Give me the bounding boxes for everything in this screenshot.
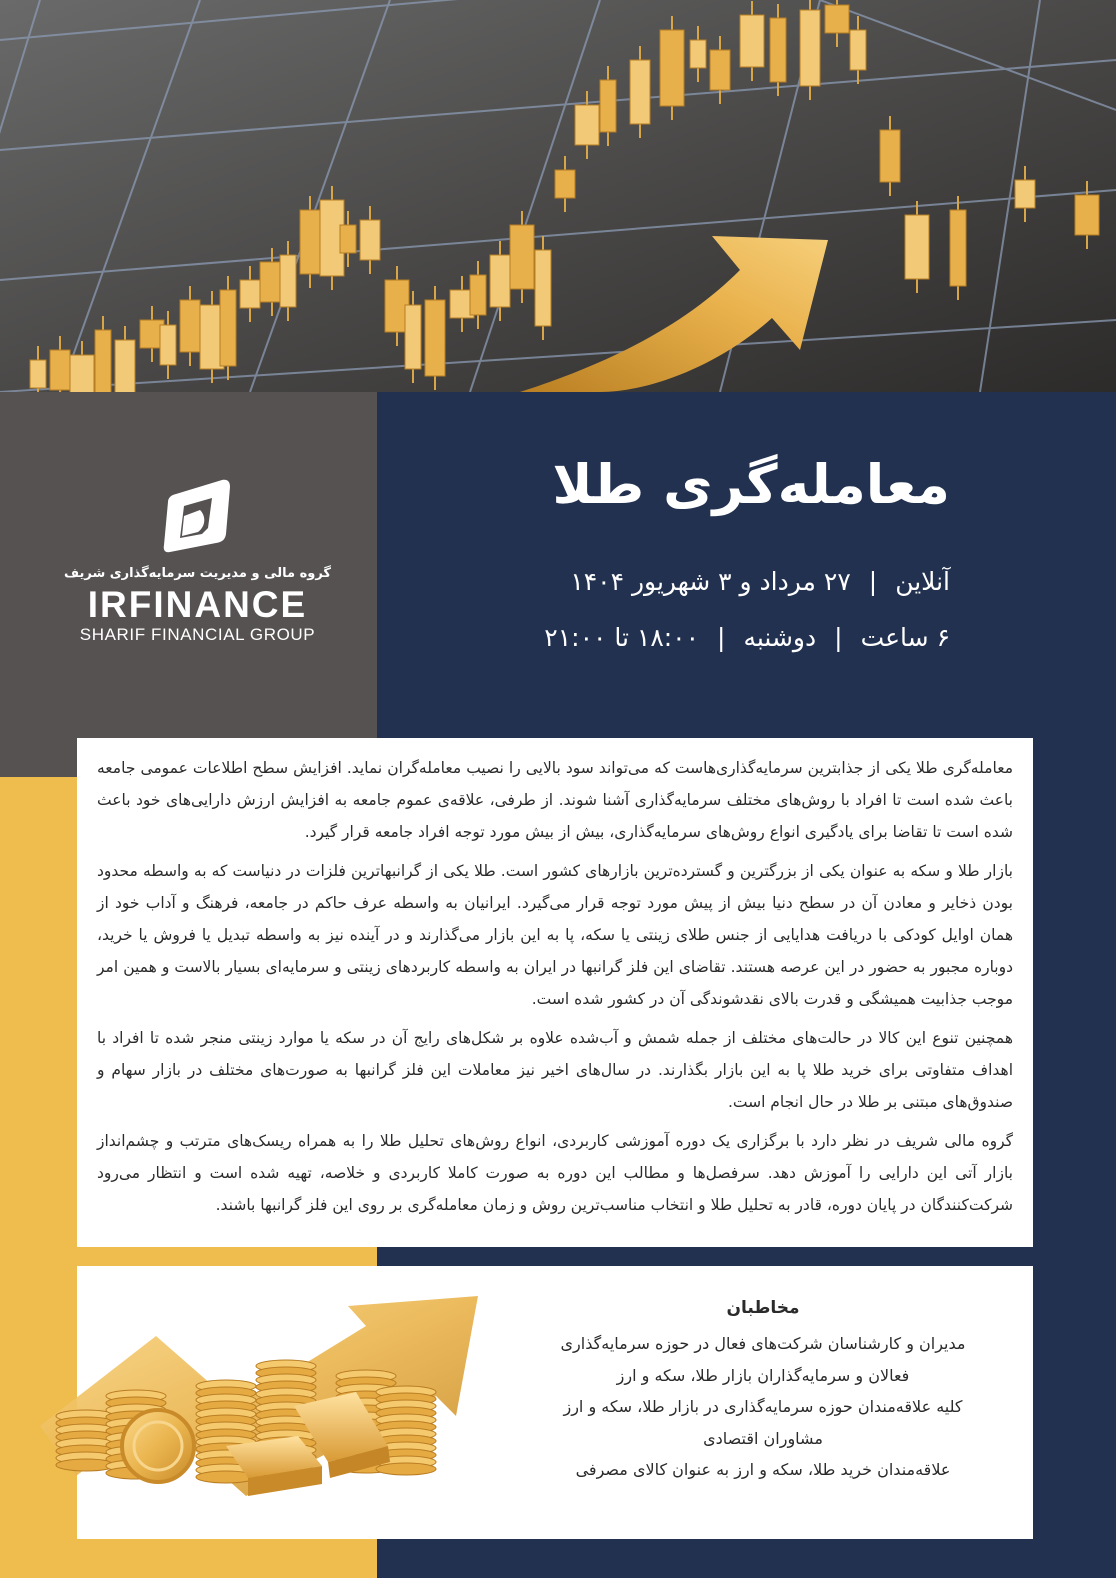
candle-body	[1075, 195, 1099, 235]
irfinance-logo-icon	[162, 476, 234, 556]
candle-body	[470, 275, 486, 315]
event-mode: آنلاین	[895, 567, 950, 596]
logo-brand-name: IRFINANCE	[87, 584, 308, 625]
logo-tagline: گروه مالی و مدیریت سرمایه‌گذاری شریف	[64, 566, 331, 581]
candle-body	[630, 60, 650, 124]
event-weekday: دوشنبه	[743, 623, 817, 652]
description-paragraph: همچنین تنوع این کالا در حالت‌های مختلف از جمله شمش و آب‌شده علاوه بر شکل‌های رایج آن در سکه یا موارد زینتی منجر شده تا افراد با اهداف متفاوتی برای خرید طلا پا به این بازار بگذارند. در سال‌های اخیر نیز معاملات این فلز گرانبها به صورت‌های مختلف در بازار سهام و صندوق‌های مبتنی بر طلا در حال انجام است.	[97, 1029, 1013, 1111]
separator: |	[868, 567, 878, 596]
candle-body	[95, 330, 111, 392]
candle-body	[50, 350, 70, 390]
audience-heading: مخاطبان	[726, 1298, 800, 1318]
candle-body	[425, 300, 445, 376]
candle-body	[660, 30, 684, 106]
candle-body	[490, 255, 510, 307]
event-time: ۱۸:۰۰ تا ۲۱:۰۰	[544, 623, 700, 652]
event-time-line	[500, 610, 950, 666]
separator: |	[717, 623, 726, 652]
audience-list	[538, 1328, 988, 1486]
description-paragraph: گروه مالی شریف در نظر دارد با برگزاری یک دوره آموزشی کاربردی، انواع روش‌های تحلیل طلا را به همراه ریسک‌های مترتب و چشم‌انداز بازار آتی این دارایی را آموزش دهد. سرفصل‌ها و مطالب این دوره به صورت کاملا کاربردی و خلاصه، تهیه شده است و انتظار می‌رود شرکت‌کنندگان در پایان دوره، قادر به تحلیل طلا و انتخاب مناسب‌ترین روش و زمان معامله‌گری بر روی این فلز گرانبها باشند.	[97, 1132, 1013, 1214]
description-paragraph: معامله‌گری طلا یکی از جذابترین سرمایه‌گذاری‌هاست که می‌تواند سود بالایی را نصیب معامله‌گران نماید. افزایش سطح اطلاعات عمومی جامعه باعث شده است تا افراد با روش‌های مختلف سرمایه‌گذاری آشنا شوند. از طرفی، علاقه‌ی عموم جامعه به افزایش ارزش دارایی‌های خود باعث شده است تا تقاضا برای یادگیری انواع روش‌های سرمایه‌گذاری، بیش از بیش مورد توجه افراد جامعه قرار گیرد.	[97, 759, 1013, 841]
event-duration: ۶ ساعت	[860, 623, 950, 652]
candlestick-chart-photo	[0, 0, 1116, 392]
candle-body	[690, 40, 706, 68]
description-card	[77, 738, 1033, 1247]
event-header	[500, 450, 950, 666]
candle-body	[280, 255, 296, 307]
audience-item: مدیران و کارشناسان شرکت‌های فعال در حوزه سرمایه‌گذاری	[560, 1334, 966, 1353]
candle-body	[575, 105, 599, 145]
candle-body	[825, 5, 849, 33]
candle-body	[800, 10, 820, 86]
candle-body	[360, 220, 380, 260]
candle-body	[115, 340, 135, 392]
candle-body	[600, 80, 616, 132]
candle-body	[405, 305, 421, 369]
event-date-line	[500, 554, 950, 610]
candle-body	[950, 210, 966, 286]
audience-item: کلیه علاقه‌مندان حوزه سرمایه‌گذاری در بازار طلا، سکه و ارز	[563, 1397, 963, 1416]
audience-item: مشاوران اقتصادی	[703, 1428, 823, 1448]
candle-body	[240, 280, 260, 308]
gold-coin	[376, 1463, 436, 1475]
candle-body	[300, 210, 320, 274]
audience-item: فعالان و سرمایه‌گذاران بازار طلا، سکه و ارز	[616, 1365, 910, 1385]
candle-body	[535, 250, 551, 326]
audience-section	[538, 1294, 988, 1486]
audience-item: علاقه‌مندان خرید طلا، سکه و ارز به عنوان کالای مصرفی	[575, 1460, 951, 1479]
candle-body	[555, 170, 575, 198]
hero-image	[0, 0, 1116, 392]
candle-body	[880, 130, 900, 182]
candle-body	[1015, 180, 1035, 208]
gold-coins-illustration	[36, 1296, 486, 1496]
description-paragraph: بازار طلا و سکه به عنوان یکی از بزرگترین و گسترده‌ترین بازارهای کشور است. طلا یکی از گرانبهاترین فلزات در دنیاست که به واسطه محدود بودن ذخایر و معادن آن در سطح دنیا بیش از پیش مورد توجه قرار می‌گیرد. ایرانیان به واسطه عرف حاکم در جامعه، فرهنگ و آداب خود از همان اوایل کودکی با دریافت هدایایی از جنس طلای زینتی یا سکه، پا به این بازار می‌گذارند و در آینده نیز به واسطه تبدیل یا فروش یا خرید، دوباره مجبور به حضور در این عرصه هستند. تقاضای این فلز گرانبها در ایران به واسطه کاربردهای زینتی و سرمایه‌ای بسیار بالاست و همین امر موجب جذابیت همیشگی و قدرت بالای نقدشوندگی آن در کشور شده است.	[97, 862, 1013, 1008]
candle-body	[70, 355, 94, 392]
candle-body	[180, 300, 200, 352]
candle-body	[905, 215, 929, 279]
logo-brand-subtitle: SHARIF FINANCIAL GROUP	[79, 625, 316, 644]
candle-body	[510, 225, 534, 289]
candle-body	[740, 15, 764, 67]
candle-body	[850, 30, 866, 70]
candle-body	[220, 290, 236, 366]
candle-body	[710, 50, 730, 90]
event-dates: ۲۷ مرداد و ۳ شهریور ۱۴۰۴	[570, 567, 851, 596]
separator: |	[834, 623, 843, 652]
page-title: معامله‌گری طلا	[552, 453, 950, 516]
candle-body	[770, 18, 786, 82]
company-logo	[60, 476, 335, 645]
candle-body	[30, 360, 46, 388]
candle-body	[340, 225, 356, 253]
candle-body	[160, 325, 176, 365]
